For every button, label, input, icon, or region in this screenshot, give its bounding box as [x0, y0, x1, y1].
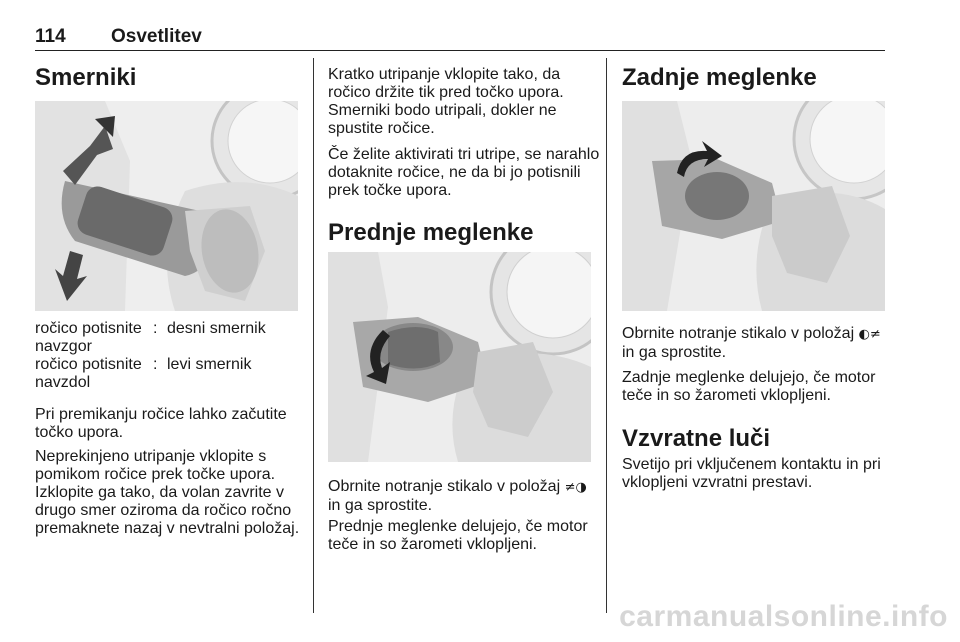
- heading-smerniki: Smerniki: [35, 64, 137, 91]
- section-title: Osvetlitev: [111, 26, 202, 47]
- page-header: [35, 26, 885, 51]
- instruction-text: in ga sprostite.: [622, 344, 727, 361]
- result-cell: desni smernik: [167, 320, 266, 337]
- front-fog-switch-figure: [328, 252, 591, 462]
- separator-cell: :: [153, 320, 158, 337]
- rear-fog-switch-figure: [622, 101, 885, 311]
- heading-zadnje-meglenke: Zadnje meglenke: [622, 64, 817, 91]
- column-divider: [606, 58, 607, 613]
- turn-signal-lever-illustration: [35, 101, 298, 311]
- paragraph: Neprekinjeno utripanje vklopite s pomikom ročice prek točke upora. Izklopite ga tako, da volan zavrite v drugo smer oziroma da ročico ročno premaknete nazaj v nevtralni položaj.: [35, 448, 300, 537]
- watermark: carmanualsonline.info: [619, 600, 948, 633]
- rear-fog-switch-illustration: [622, 101, 885, 311]
- result-cell: levi smernik: [167, 356, 252, 373]
- turn-signal-lever-figure: [35, 101, 298, 311]
- paragraph: Svetijo pri vključenem kontaktu in pri vklopljeni vzvratni prestavi.: [622, 456, 881, 491]
- page-number: 114: [35, 26, 66, 47]
- table-row: [35, 356, 315, 392]
- instruction-text: Obrnite notranje stikalo v položaj: [622, 325, 855, 342]
- paragraph: [622, 325, 887, 362]
- separator-cell: :: [153, 356, 158, 373]
- paragraph: Kratko utripanje vklopite tako, da ročico držite tik pred točko upora. Smerniki bodo utripali, dokler ne spustite ročice.: [328, 66, 564, 137]
- action-cell: ročico potisnite navzgor: [35, 320, 142, 355]
- rear-fog-icon: ◐≠: [858, 327, 881, 342]
- front-fog-switch-illustration: [328, 252, 591, 462]
- paragraph: Zadnje meglenke delujejo, če motor teče in so žarometi vklopljeni.: [622, 369, 876, 404]
- front-fog-icon: ≠◑: [564, 480, 587, 495]
- instruction-text: in ga sprostite.: [328, 497, 433, 514]
- paragraph: [328, 478, 600, 515]
- action-cell: ročico potisnite navzdol: [35, 356, 142, 391]
- paragraph: Pri premikanju ročice lahko začutite točko upora.: [35, 406, 287, 441]
- lever-action-table: [35, 320, 315, 392]
- paragraph: Prednje meglenke delujejo, če motor teče in so žarometi vklopljeni.: [328, 518, 588, 553]
- instruction-text: Obrnite notranje stikalo v položaj: [328, 478, 561, 495]
- table-row: [35, 320, 315, 356]
- heading-prednje-meglenke: Prednje meglenke: [328, 219, 534, 246]
- heading-vzvratne-luci: Vzvratne luči: [622, 425, 771, 452]
- paragraph: Če želite aktivirati tri utripe, se narahlo dotaknite ročice, ne da bi jo potisnili prek točke upora.: [328, 146, 600, 199]
